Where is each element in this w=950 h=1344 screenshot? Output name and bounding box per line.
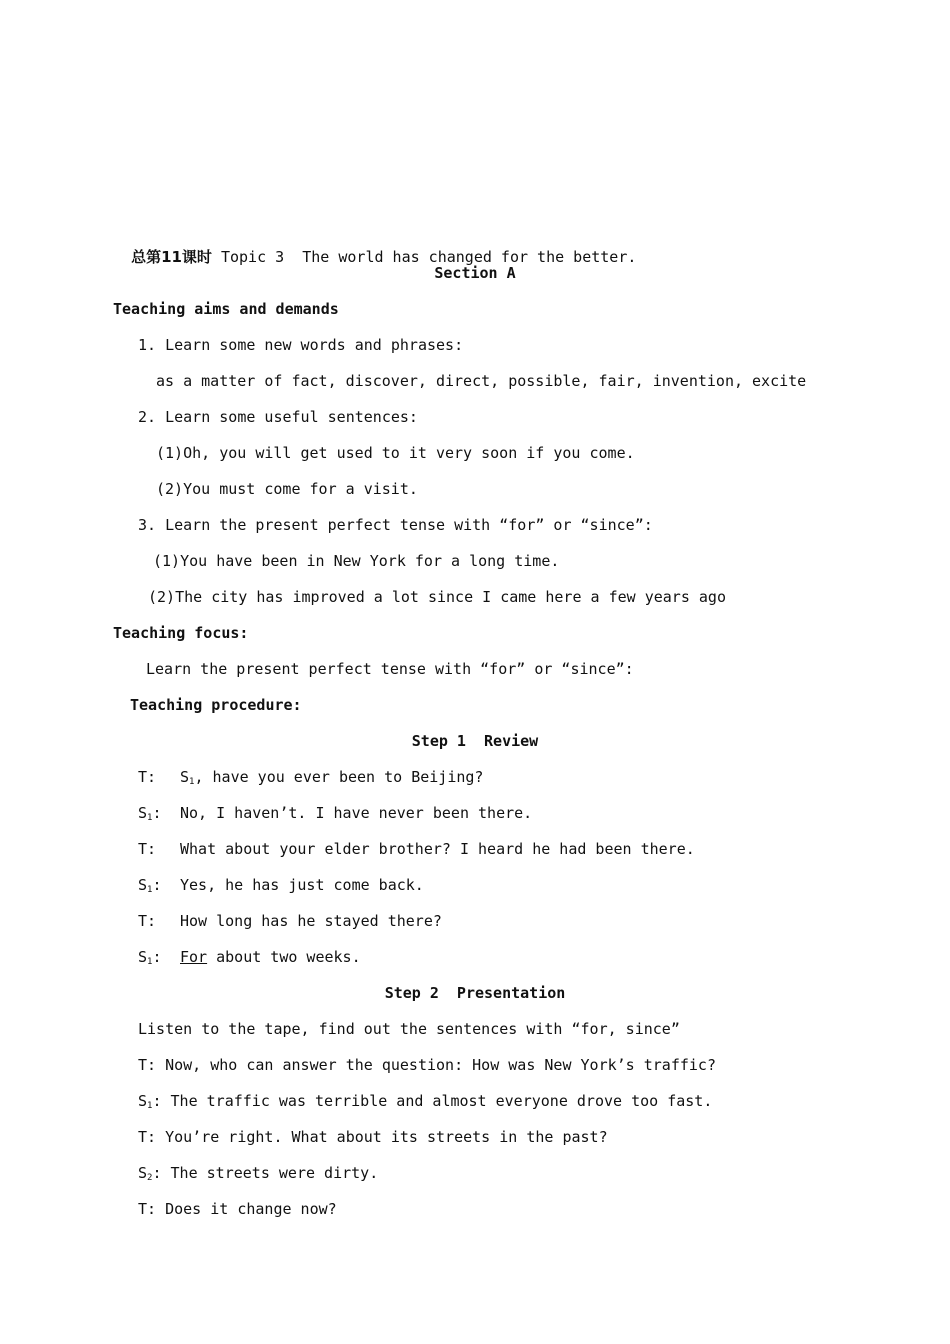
dialogue-line: T: Does it change now?: [138, 1200, 337, 1218]
dialogue-line: What about your elder brother? I heard he had been there.: [180, 840, 695, 858]
step2-intro: Listen to the tape, find out the sentences with “for, since”: [138, 1020, 680, 1038]
dialogue-speaker: $S_1$:: [138, 876, 162, 895]
dialogue-line: $S_2$: The streets were dirty.: [138, 1164, 379, 1183]
dialogue-line: For about two weeks.: [180, 948, 361, 966]
aims-heading: Teaching aims and demands: [113, 300, 339, 318]
dialogue-line: No, I haven’t. I have never been there.: [180, 804, 533, 822]
tense-example-1: (1)You have been in New York for a long time.: [153, 552, 560, 570]
step2-title: Step 2 Presentation: [384, 984, 566, 1002]
aims-item-1: 1. Learn some new words and phrases:: [138, 336, 464, 354]
focus-heading: Teaching focus:: [113, 624, 249, 642]
aims-item-2: 2. Learn some useful sentences:: [138, 408, 418, 426]
dialogue-speaker: $S_1$:: [138, 948, 162, 967]
lesson-header: [113, 227, 636, 267]
dialogue-line: $S_1$: The traffic was terrible and almost everyone drove too fast.: [138, 1092, 713, 1111]
tense-example-2: (2)The city has improved a lot since I came here a few years ago: [148, 588, 726, 606]
topic-title: Topic 3 The world has changed for the better.: [211, 248, 637, 266]
underlined-word: For: [180, 948, 208, 966]
dialogue-speaker: T:: [138, 912, 157, 930]
vocabulary-list: as a matter of fact, discover, direct, possible, fair, invention, excite: [156, 372, 807, 390]
step1-title: Step 1 Review: [411, 732, 539, 750]
dialogue-line: $S_1$, have you ever been to Beijing?: [180, 768, 484, 787]
lesson-number-cn: 总第11课时: [131, 248, 212, 266]
dialogue-line: How long has he stayed there?: [180, 912, 442, 930]
dialogue-line: T: Now, who can answer the question: How was New York’s traffic?: [138, 1056, 716, 1074]
aims-item-3: 3. Learn the present perfect tense with “for” or “since”:: [138, 516, 653, 534]
dialogue-speaker: T:: [138, 768, 157, 786]
section-title: Section A: [434, 264, 516, 282]
dialogue-speaker: T:: [138, 840, 157, 858]
dialogue-line: T: You’re right. What about its streets in the past?: [138, 1128, 608, 1146]
dialogue-line: Yes, he has just come back.: [180, 876, 424, 894]
focus-text: Learn the present perfect tense with “for” or “since”:: [146, 660, 634, 678]
procedure-heading: Teaching procedure:: [130, 696, 302, 714]
dialogue-speaker: $S_1$:: [138, 804, 162, 823]
useful-sentence-1: (1)Oh, you will get used to it very soon if you come.: [156, 444, 635, 462]
useful-sentence-2: (2)You must come for a visit.: [156, 480, 418, 498]
